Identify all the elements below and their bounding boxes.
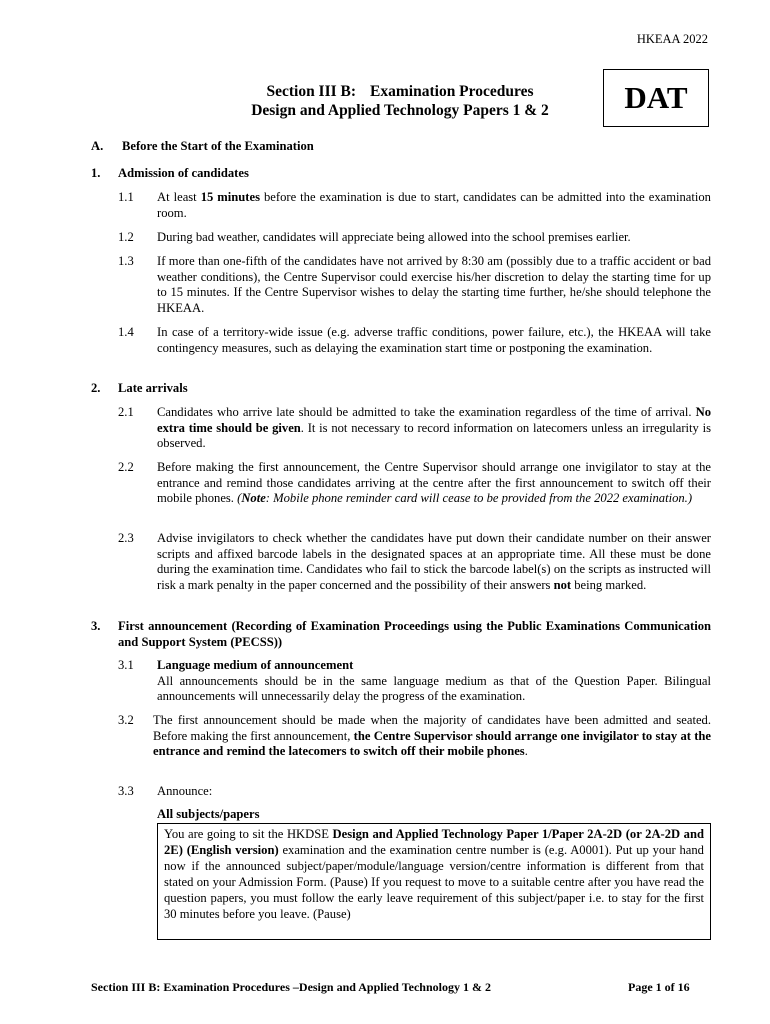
- header-hkeaa-year: HKEAA 2022: [636, 32, 708, 46]
- footer-page-number: Page 1 of 16: [628, 980, 690, 994]
- item-2-title: Late arrivals: [118, 381, 188, 395]
- item-3-title: First announcement (Recording of Examination Proceedings using the Public Examinations Communication and Support System (PECSS)): [118, 619, 711, 649]
- para-3-1-number: 3.1: [118, 658, 134, 672]
- para-1-2-number: 1.2: [118, 230, 134, 244]
- all-subjects-heading: All subjects/papers: [157, 807, 260, 821]
- para-3-1: Language medium of announcement All announcements should be in the same language medium as that of the Question Paper. Bilingual announcements will unnecessarily delay the progress of the examination.: [157, 658, 711, 704]
- item-1-number: 1.: [91, 166, 101, 180]
- announcement-box: You are going to sit the HKDSE Design and Applied Technology Paper 1/Paper 2A-2D (or 2A-2D and 2E) (English version) examination and the examination centre number is (e.g. A0001). Put up your hand now if the announced subject/paper/module/language version/centre information is different from that stated on your Admission Form. (Pause) If you request to move to a suitable centre after you have read the question papers, you must follow the early leave requirement of this subject/paper i.e. to stay for the first 30 minutes before you leave. (Pause): [157, 823, 711, 940]
- item-2-number: 2.: [91, 381, 101, 395]
- para-1-3: If more than one-fifth of the candidates have not arrived by 8:30 am (possibly due to a traffic accident or bad weather conditions), the Centre Supervisor could exercise his/her discretion to delay the starting time for up to 15 minutes. If the Centre Supervisor wishes to delay the starting time further, he/she should telephone the HKEAA.: [157, 254, 711, 316]
- section-a-title: Before the Start of the Examination: [122, 139, 314, 153]
- page-title: [180, 82, 620, 120]
- title-procedures: Examination Procedures: [370, 83, 534, 100]
- footer-section-title: Section III B: Examination Procedures –Design and Applied Technology 1 & 2: [91, 980, 491, 994]
- para-2-1: Candidates who arrive late should be admitted to take the examination regardless of the time of arrival. No extra time should be given. It is not necessary to record information on latecomers unless an irregularity is observed.: [157, 405, 711, 451]
- subject-code-box: DAT: [603, 69, 709, 127]
- para-1-2: During bad weather, candidates will appreciate being allowed into the school premises earlier.: [157, 230, 631, 244]
- para-3-2-number: 3.2: [118, 713, 134, 727]
- language-medium-heading: Language medium of announcement: [157, 658, 354, 672]
- para-1-1: At least 15 minutes before the examination is due to start, candidates can be admitted into the examination room.: [157, 190, 711, 220]
- para-1-4: In case of a territory-wide issue (e.g. adverse traffic conditions, power failure, etc.), the HKEAA will take contingency measures, such as delaying the examination start time or postponing the examination.: [157, 325, 711, 355]
- para-2-3: Advise invigilators to check whether the candidates have put down their candidate number on their answer scripts and affixed barcode labels in the designated spaces at an appropriate time. All these must be done during the examination time. Candidates who fail to stick the barcode label(s) on the scripts as instructed will risk a mark penalty in the paper concerned and the possibility of their answers not being marked.: [157, 531, 711, 593]
- para-3-3: Announce:: [157, 784, 213, 798]
- item-3-number: 3.: [91, 619, 101, 633]
- para-2-3-number: 2.3: [118, 531, 134, 545]
- title-section: Section III B:: [266, 83, 357, 100]
- para-2-2-number: 2.2: [118, 460, 134, 474]
- para-1-3-number: 1.3: [118, 254, 134, 268]
- para-1-1-number: 1.1: [118, 190, 134, 204]
- para-2-2: Before making the first announcement, the Centre Supervisor should arrange one invigilator to stay at the entrance and remind those candidates arriving at the centre after the first announcement to switch off their mobile phones. (Note: Mobile phone reminder card will cease to be provided from the 2022 examination.): [157, 460, 711, 506]
- para-1-4-number: 1.4: [118, 325, 134, 339]
- para-2-1-number: 2.1: [118, 405, 134, 419]
- para-3-2: The first announcement should be made when the majority of candidates have been admitted and seated. Before making the first announcement, the Centre Supervisor should arrange one invigilator to stay at the entrance and remind the latecomers to switch off their mobile phones.: [153, 713, 711, 759]
- section-a-number: A.: [91, 139, 104, 153]
- item-1-title: Admission of candidates: [118, 166, 249, 180]
- para-3-3-number: 3.3: [118, 784, 134, 798]
- title-subject: Design and Applied Technology Papers 1 & 2: [251, 102, 549, 119]
